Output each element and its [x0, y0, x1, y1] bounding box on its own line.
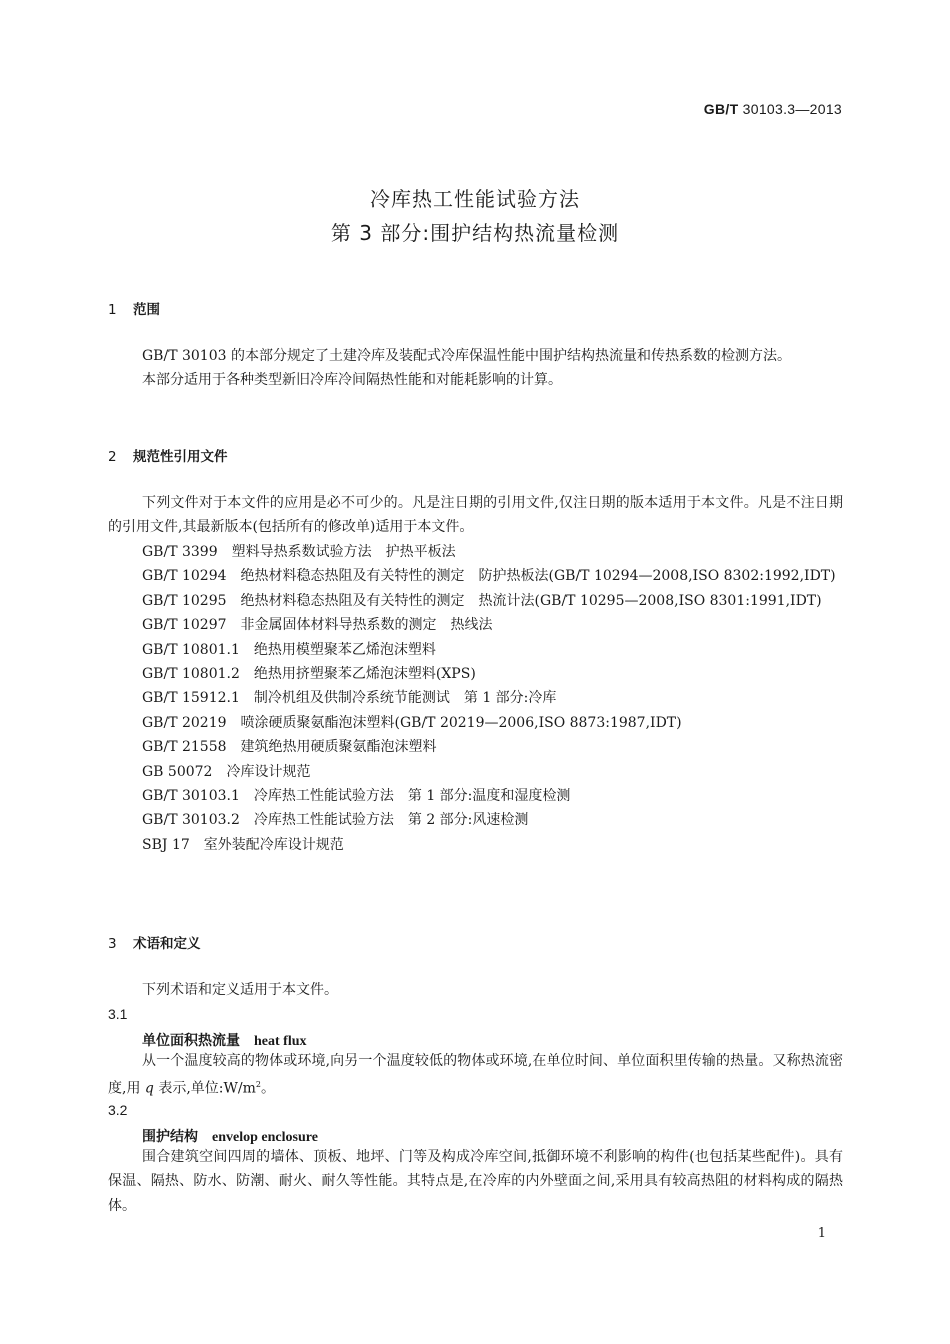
section-1-heading [108, 298, 160, 318]
term-zh: 单位面积热流量 [142, 1033, 240, 1049]
definition-text: 从一个温度较高的物体或环境,向另一个温度较低的物体或环境,在单位时间、单位面积里传输的热量。又称热流密度,用 [108, 1053, 843, 1098]
reference-title: 冷库热工性能试验方法 第 1 部分:温度和湿度检测 [253, 788, 571, 805]
reference-item [108, 760, 843, 784]
standard-code [704, 101, 842, 117]
reference-item [108, 686, 843, 710]
unit-exponent: 2 [255, 1080, 261, 1090]
reference-code: GB/T 10801.2 [142, 666, 240, 683]
definition-text: 围合建筑空间四周的墙体、顶板、地坪、门等及构成冷库空间,抵御环境不利影响的构件(也包括某些配件)。具有保温、隔热、防水、防潮、耐火、耐久等性能。其特点是,在冷库的内外壁面之间,采用具有较高热阻的材料构成的隔热体。 [108, 1149, 843, 1214]
section-title: 术语和定义 [133, 936, 201, 952]
reference-item [108, 662, 843, 686]
section-2-heading [108, 445, 228, 465]
reference-item [108, 784, 843, 808]
reference-title: 冷库设计规范 [226, 763, 311, 780]
reference-item [108, 540, 843, 564]
reference-title: 制冷机组及供制冷系统节能测试 第 1 部分:冷库 [253, 690, 557, 707]
term-definition [108, 1049, 843, 1101]
section-title: 范围 [133, 302, 160, 318]
document-subtitle: 第 3 部分:围护结构热流量检测 [330, 221, 620, 245]
reference-title: 绝热材料稳态热阻及有关特性的测定 热流计法(GB/T 10295—2008,ISO 8301:1991,IDT) [240, 592, 822, 609]
reference-code: SBJ 17 [142, 836, 190, 853]
reference-code: GB/T 10295 [142, 592, 227, 609]
reference-item [108, 735, 843, 759]
reference-item [108, 638, 843, 662]
reference-code: GB/T 30103.1 [142, 788, 240, 805]
reference-title: 塑料导热系数试验方法 护热平板法 [231, 544, 456, 560]
paragraph: 下列术语和定义适用于本文件。 [142, 982, 338, 998]
normative-references-list [108, 540, 843, 857]
reference-code: GB/T 10294 [142, 568, 227, 585]
term-en: envelop enclosure [212, 1130, 318, 1145]
reference-title: 室外装配冷库设计规范 [203, 836, 344, 853]
document-title: 冷库热工性能试验方法 [370, 187, 580, 211]
definition-text: 表示,单位:W/m [153, 1081, 256, 1098]
section-2-intro [108, 491, 843, 540]
reference-title: 绝热材料稳态热阻及有关特性的测定 防护热板法(GB/T 10294—2008,ISO 8302:1992,IDT) [240, 568, 836, 585]
term-en: heat flux [254, 1034, 307, 1049]
page-number: 1 [817, 1226, 826, 1241]
reference-code: GB/T 20219 [142, 714, 227, 731]
section-title: 规范性引用文件 [133, 449, 228, 465]
section-number: 1 [108, 302, 117, 318]
reference-code: GB/T 15912.1 [142, 690, 240, 707]
paragraph: 本部分适用于各种类型新旧冷库冷间隔热性能和对能耗影响的计算。 [142, 372, 562, 389]
reference-item [108, 564, 843, 588]
section-number: 2 [108, 449, 117, 465]
reference-title: 绝热用挤塑聚苯乙烯泡沫塑料(XPS) [253, 666, 476, 683]
term-number: 3.2 [108, 1102, 128, 1118]
section-3-heading [108, 932, 201, 952]
standard-code-prefix: GB/T [703, 101, 739, 117]
reference-title: 非金属固体材料导热系数的测定 热线法 [240, 617, 493, 634]
reference-item [108, 833, 843, 857]
term-number: 3.1 [108, 1006, 128, 1022]
section-1-body [108, 344, 843, 393]
paragraph: GB/T 30103 的本部分规定了土建冷库及装配式冷库保温性能中围护结构热流量和传热系数的检测方法。 [142, 348, 791, 364]
reference-code: GB/T 10297 [142, 617, 227, 634]
reference-code: GB 50072 [142, 763, 213, 780]
reference-item [108, 613, 843, 637]
section-3-intro [108, 978, 843, 1002]
term-definition [108, 1145, 843, 1218]
reference-item [108, 808, 843, 832]
reference-title: 绝热用模塑聚苯乙烯泡沫塑料 [253, 641, 436, 658]
heat-flux-symbol: q [144, 1081, 154, 1098]
reference-code: GB/T 10801.1 [142, 641, 240, 658]
reference-title: 建筑绝热用硬质聚氨酯泡沫塑料 [240, 739, 437, 756]
section-number: 3 [108, 936, 117, 952]
term-zh: 围护结构 [142, 1129, 198, 1145]
reference-item [108, 589, 843, 613]
reference-code: GB/T 30103.2 [142, 812, 240, 829]
reference-item [108, 711, 843, 735]
reference-code: GB/T 3399 [142, 544, 218, 560]
reference-title: 喷涂硬质聚氨酯泡沫塑料(GB/T 20219—2006,ISO 8873:1987,IDT) [240, 714, 682, 731]
term-heading [142, 1126, 318, 1146]
term-heading [142, 1030, 307, 1050]
reference-title: 冷库热工性能试验方法 第 2 部分:风速检测 [253, 812, 529, 829]
reference-code: GB/T 21558 [142, 739, 227, 756]
standard-code-number: 30103.3—2013 [742, 101, 842, 117]
definition-text: 。 [260, 1081, 275, 1098]
paragraph: 下列文件对于本文件的应用是必不可少的。凡是注日期的引用文件,仅注日期的版本适用于本文件。凡是不注日期的引用文件,其最新版本(包括所有的修改单)适用于本文件。 [108, 495, 843, 536]
